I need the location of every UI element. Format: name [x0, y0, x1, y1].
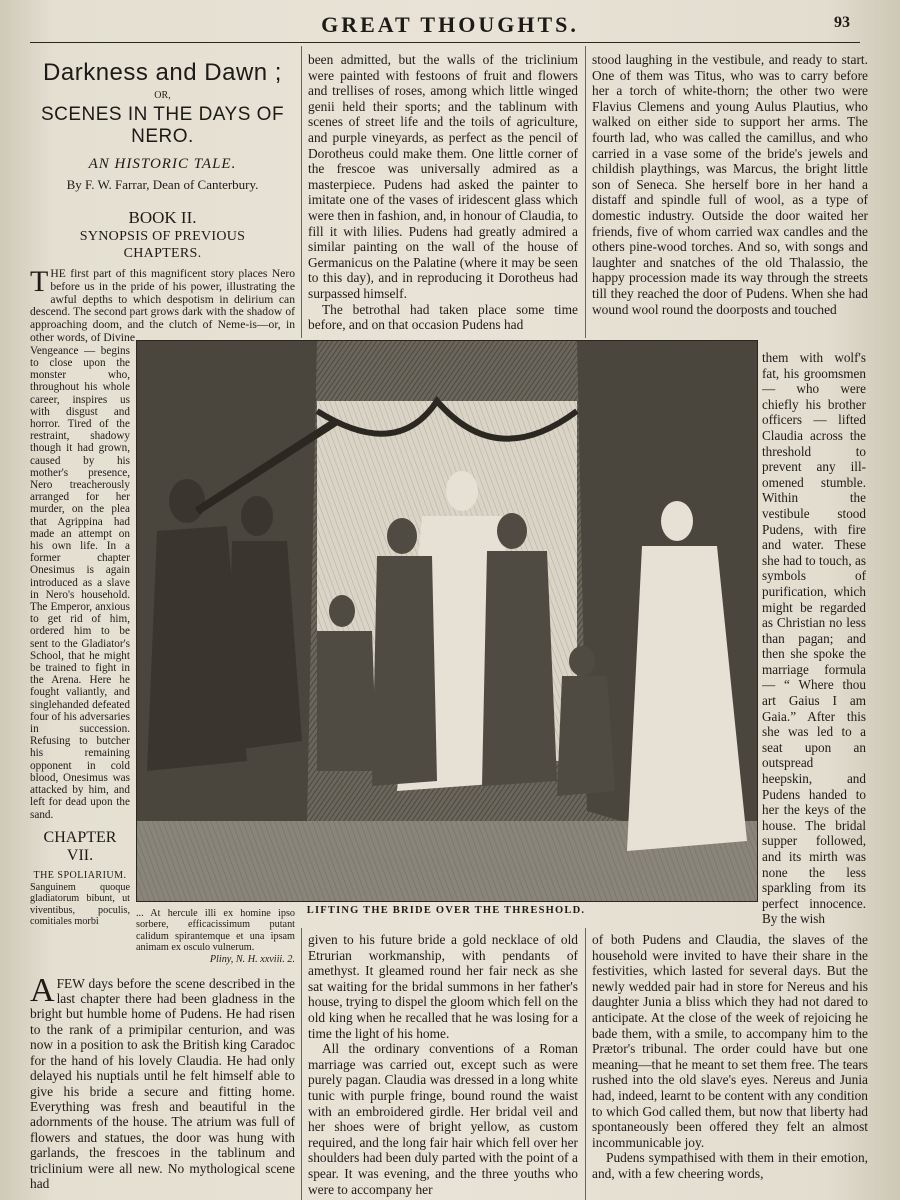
running-title: GREAT THOUGHTS.: [321, 12, 579, 37]
middle-bottom-paragraph-2: All the ordinary conventions of a Roman marriage was carried out, except such as were purely pagan. Claudia was dressed in a long white tunic with purple fringe, bound round the waist with an embroidered girdle. Her bridal veil and her shoes were of bright yellow, as custom required, and the long fair hair which fell over her shoulders had been duly parted with the point of a spear. It was evening, and the three youths who were to accompany her: [308, 1041, 578, 1197]
synopsis-continued: Vengeance — begins to close upon the monster who, throughout his whole career, inspires us with disgust and horror. Tired of the restraint, shadowy though it had grown, caused by his mother's presence, Nero treacherously arranged for her murder, on the plea that Agrippina had made an attempt on his own life. In a former chapter Onesimus is again introduced as a slave in Nero's household. The Emperor, anxious to get rid of him, ordered him to be sent to the Gladiator's School, that he might be trained to fight in the Arena. Here he fought valiantly, and singlehanded defeated four of his adversaries in succession. Refusing to butcher his remaining opponent in cold blood, Onesimus was attacked by him, and left for dead upon the sand.: [30, 344, 130, 821]
middle-bottom-paragraph-1: given to his future bride a gold necklace of old Etrurian workmanship, with pendants of amethyst. It gleamed round her fair neck as she sat waiting for the bridal summons in her father's house, trying to dispel the gloom which fell on the old king when he recalled that he was losing for a time the light of his home.: [308, 932, 578, 1041]
book-heading: BOOK II.: [128, 208, 197, 227]
story-subtitle-line2: NERO.: [131, 126, 194, 147]
middle-column-bottom: [308, 932, 578, 1200]
right-bottom-paragraph-1: of both Pudens and Claudia, the slaves of the household were invited to have their share in the festivities, which lasted for several days. But the newly wedded pair had in store for Nereus and his daughter Junia a bliss which they had not dared to anticipate. At the close of the week of rejoicing he bade them, with a smile, to accompany him to the Prætor's tribunal. The order could have but one meaning—that he meant to set them free. The tears rushed into the old slave's eyes. Nereus and Junia had, indeed, learnt to be content with any condition to which God called them, but now that liberty had spontaneously been offered they felt an almost incommunicable joy.: [592, 932, 868, 1150]
story-byline: By F. W. Farrar, Dean of Canterbury.: [66, 177, 259, 192]
column-rule-left-bottom: [301, 928, 302, 1200]
column-rule-right: [585, 46, 586, 338]
story-subtitle-line1: SCENES IN THE DAYS OF: [40, 104, 285, 125]
story-title: Darkness and Dawn ;: [43, 59, 282, 86]
column-rule-left: [301, 46, 302, 338]
illustration-caption: LIFTING THE BRIDE OVER THE THRESHOLD.: [306, 905, 586, 916]
chapter-subheading: THE SPOLIARIUM.: [33, 869, 127, 881]
epigraph-left: Sanguinem quoque gladiatorum bibunt, ut viventibus, poculis, comitiales morbi: [30, 881, 130, 928]
story-genre: AN HISTORIC TALE.: [88, 156, 237, 172]
chapter-heading: CHAPTER VII.: [43, 828, 117, 864]
epigraph-right: ... At hercule illi ex homine ipso sorbere, efficacissimum putant calidum spirantemque et una ipsam animam ex osculo vulnerum.: [136, 907, 295, 954]
middle-top-paragraph-2: The betrothal had taken place some time before, and on that occasion Pudens had: [308, 301, 578, 333]
chapter-dropcap: A: [30, 971, 55, 1009]
story-title-block: [30, 58, 295, 194]
running-head: [0, 12, 900, 42]
chapter-opening: [30, 971, 295, 1192]
chapter-opening-text: FEW days before the scene described in the last chapter there had been gladness in the bright but humble home of Pudens. He had risen to the rank of a primipilar centurion, and was now in a position to ask the British king Caradoc for the hand of his lovely Claudia. He had only delayed his nuptials until he felt himself able to give his bride a secure and fitting home. Everything was fresh and beautiful in the adornments of the house. The atrium was full of flowers and statues, the door was hung with garlands, the frescoes in the tablinum and triclinium were all new. No mythological scene had: [30, 975, 295, 1191]
synopsis-heading-line1: SYNOPSIS OF PREVIOUS: [79, 229, 246, 244]
right-column-top: [592, 52, 868, 317]
middle-top-paragraph-1: been admitted, but the walls of the triclinium were painted with festoons of fruit and flowers and trellises of roses, among which little winged genii held their sports; and the tablinum with scenes of street life and the toils of agriculture, and purple vineyards, as perfect as the pencil of Dorotheus could make them. One little corner of the frescoe was universally admired as a masterpiece. Pudens had asked the painter to imitate one of the vases of iridescent glass which were then in fashion, and, in honour of Claudia, to fill it with lilies. Pudens had greatly admired a similar painting on the wall of the house of Germanicus on the Palatine (where it may be seen to this day), and in reproducing it Dorotheus had surpassed himself.: [308, 52, 578, 301]
synopsis-intro-text: HE first part of this magnificent story places Nero before us in the pride of his power, illustrating the awful depths to which despotism in delirium can descend. The second part grows dark with the shadow of approaching doom, and the clutch of Neme-is—or, in other words, of Divine: [30, 267, 295, 344]
synopsis-intro: [30, 265, 295, 345]
right-column-bottom: [592, 932, 868, 1200]
right-bottom-paragraph-2: Pudens sympathised with them in their emotion, and, with a few cheering words,: [592, 1150, 868, 1181]
engraving-illustration: [136, 340, 758, 902]
middle-column-top: [308, 52, 578, 333]
right-column-narrow: them with wolf's fat, his groomsmen — who were chiefly his brother officers — lifted Claudia across the threshold to prevent any ill-omened stumble. Within the vestibule stood Pudens, with fire and water. These she had to touch, as symbols of purification, which might be regarded as Christian no less than pagan; and then she spoke the marriage formula — “ Where thou art Gaius I am Gaia.” After this she was led to a seat upon an outspread heepskin, and Pudens handed to her the keys of the house. The bridal supper followed, and its mirth was none the less sparkling from its perfect innocence. By the wish: [762, 350, 866, 927]
synopsis-dropcap: T: [30, 265, 49, 298]
synopsis-heading-line2: CHAPTERS.: [123, 246, 202, 261]
header-rule: [30, 42, 860, 43]
epigraph-reference: Pliny, N. H. xxviii. 2.: [209, 954, 295, 966]
column-rule-right-bottom: [585, 928, 586, 1200]
right-top-paragraph: stood laughing in the vestibule, and ready to start. One of them was Titus, who was to carry before her a torch of white-thorn; the other two were Flavius Clemens and young Aulus Plautius, who walked on either side to support her arms. The fourth lad, who was called the camillus, and who carried in a vase some of the bride's jewels and childish playthings, was Marcus, the bright little son of Seneca. She herself bore in her hand a distaff and spindle full of wool, as a type of domestic industry. Outside the door waited her friends, five of whom carried wax candles and the others pine-wood torches. And so, with songs and laughter and snatches of the old Thalassio, the happy procession made its way through the streets till they reached the door of Pudens. When she had wound wool round the doorposts and touched: [592, 52, 868, 317]
story-title-or: OR,: [154, 90, 171, 101]
engraving-image: [137, 341, 757, 901]
page-number: 93: [834, 14, 850, 31]
